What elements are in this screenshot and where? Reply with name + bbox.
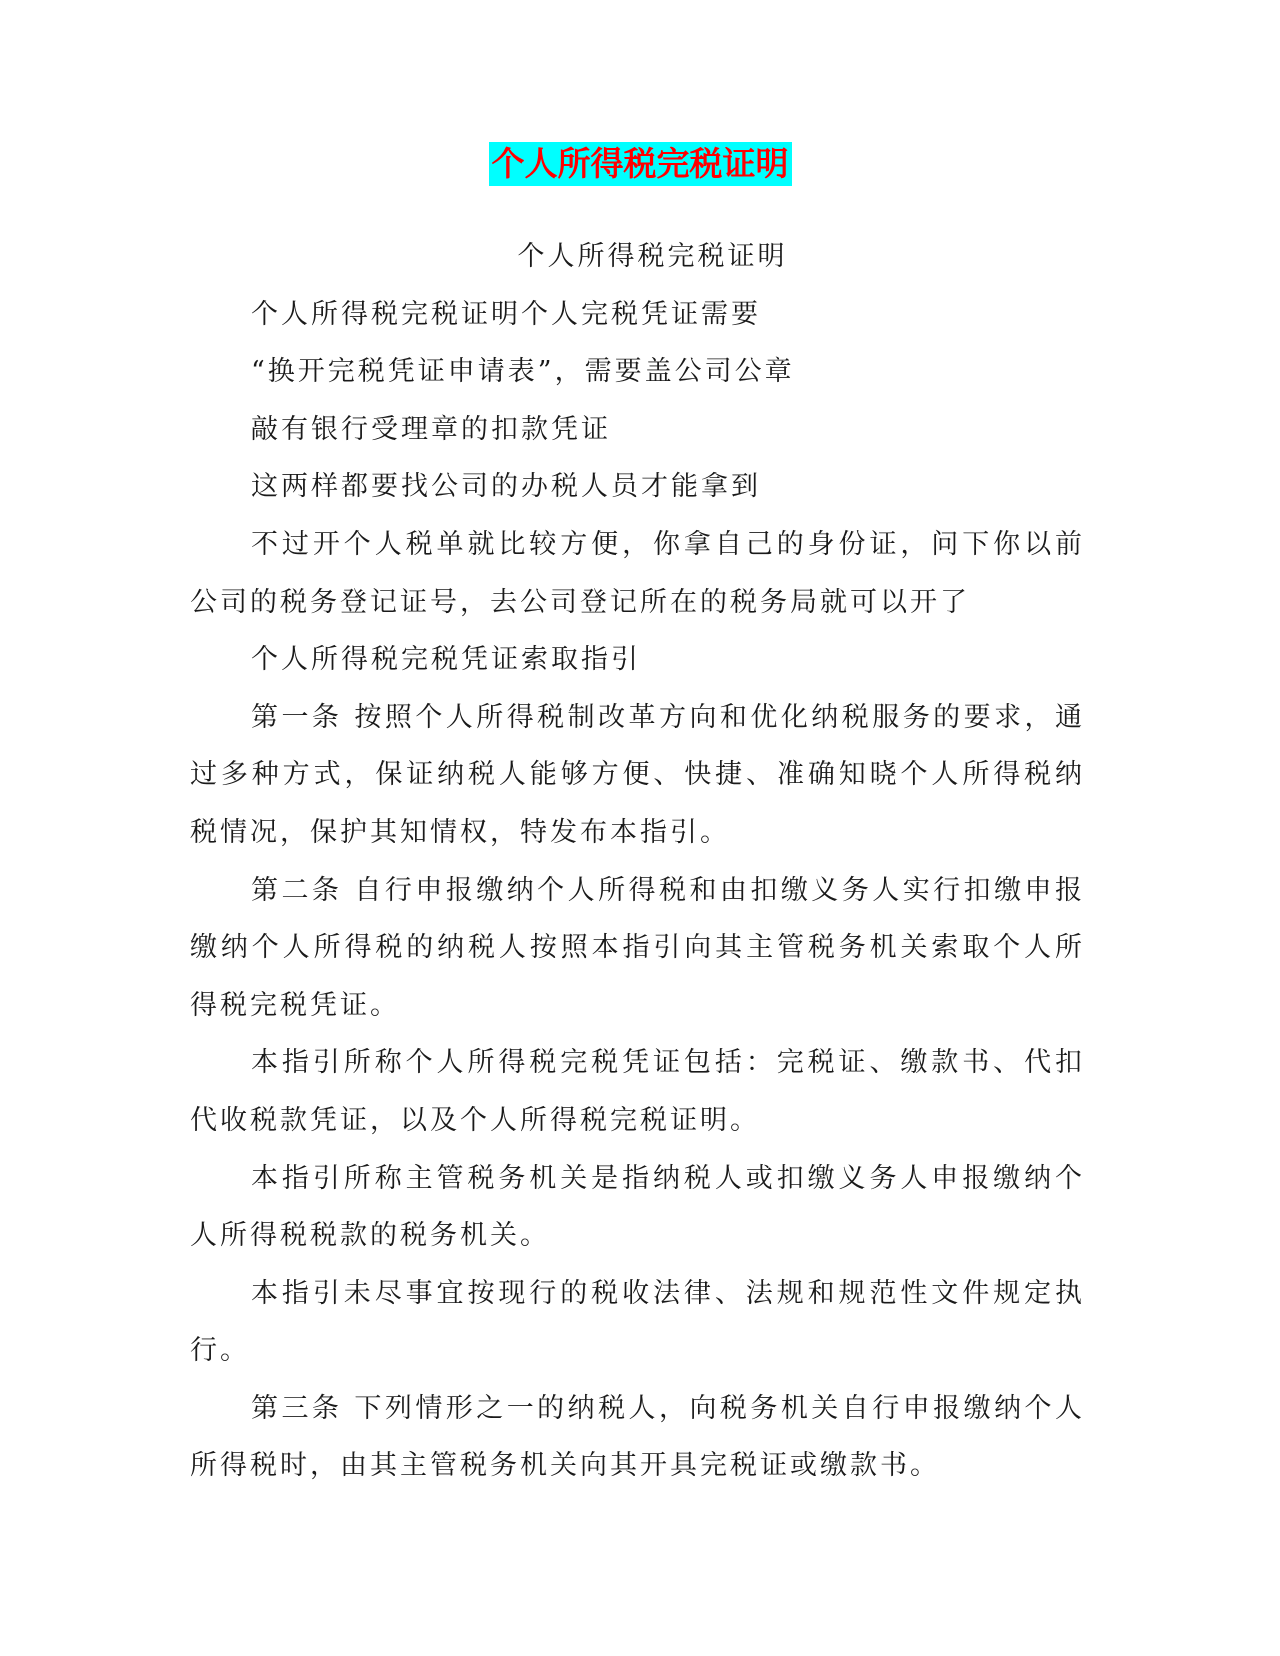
paragraph: 个人所得税完税证明个人完税凭证需要 <box>251 298 761 330</box>
paragraph: 第二条 自行申报缴纳个人所得税和由扣缴义务人实行扣缴申报缴纳个人所得税的纳税人按照本指引向其主管税务机关索取个人所得税完税凭证。 <box>190 874 1085 1021</box>
title-container <box>0 142 1280 186</box>
paragraph: 这两样都要找公司的办税人员才能拿到 <box>251 471 761 503</box>
paragraph: “换开完税凭证申请表”，需要盖公司公章 <box>251 356 795 388</box>
paragraph: 本指引所称个人所得税完税凭证包括：完税证、缴款书、代扣代收税款凭证，以及个人所得税完税证明。 <box>190 1047 1085 1136</box>
document-subtitle: 个人所得税完税证明 <box>517 241 788 272</box>
page-title: 个人所得税完税证明 <box>489 142 792 186</box>
paragraph: 个人所得税完税凭证索取指引 <box>251 644 641 676</box>
paragraph: 本指引所称主管税务机关是指纳税人或扣缴义务人申报缴纳个人所得税税款的税务机关。 <box>190 1162 1085 1252</box>
paragraph: 不过开个人税单就比较方便，你拿自己的身份证，问下你以前公司的税务登记证号，去公司登记所在的税务局就可以开了 <box>190 528 1085 618</box>
paragraph: 第三条 下列情形之一的纳税人，向税务机关自行申报缴纳个人所得税时，由其主管税务机关向其开具完税证或缴款书。 <box>190 1392 1085 1482</box>
paragraph: 本指引未尽事宜按现行的税收法律、法规和规范性文件规定执行。 <box>190 1277 1085 1367</box>
paragraph: 敲有银行受理章的扣款凭证 <box>251 413 611 445</box>
document-body <box>190 228 1085 1495</box>
paragraph: 第一条 按照个人所得税制改革方向和优化纳税服务的要求，通过多种方式，保证纳税人能够方便、快捷、准确知晓个人所得税纳税情况，保护其知情权，特发布本指引。 <box>190 701 1085 848</box>
